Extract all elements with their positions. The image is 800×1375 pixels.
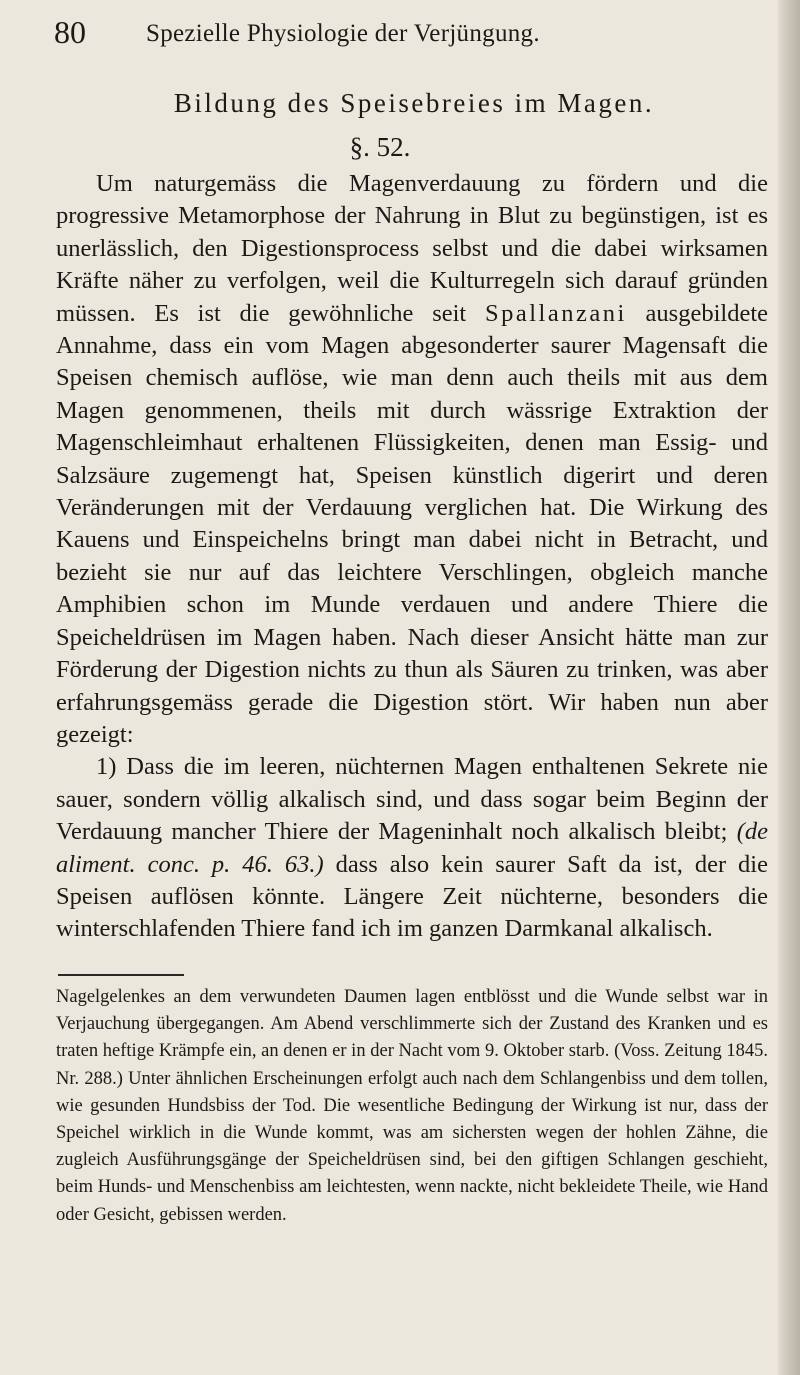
paragraph-1 (56, 168, 768, 751)
paragraph-1-text-a: Um naturgemäss die Magenverdauung zu fördern und die progressive Metamorphose der Nahrung in Blut zu begünstigen, ist es unerlässlich, den Digestionsprocess selbst und die dabei wirksamen Kräfte näher zu verfolgen, weil die Kulturregeln sich darauf gründen müssen. Es ist die gewöhnliche seit (56, 170, 768, 327)
author-name: Spallanzani (484, 299, 627, 327)
section-heading: Bildung des Speisebreies im Magen. (173, 88, 655, 118)
paragraph-2-text-b: dass also kein saurer Saft da ist, der die Speisen auflösen könnte. Längere Zeit nüchterne, besonders die winterschlafenden Thiere fand ich im ganzen Darmkanal alkalisch. (56, 850, 768, 943)
footnote (56, 984, 768, 1229)
page-number: 80 (54, 14, 86, 50)
footnote-divider (58, 974, 184, 976)
main-text (56, 168, 768, 946)
footnote-text: Nagelgelenkes an dem verwundeten Daumen lagen entblösst und die Wunde selbst war in Verjauchung übergegangen. Am Abend verschlimmerte sich der Zustand des Kranken und es traten heftige Krämpfe ein, an denen er in der Nacht vom 9. Oktober starb. (Voss. Zeitung 1845. Nr. 288.) Unter ähnlichen Erscheinungen erfolgt auch nach dem Schlangenbiss und dem tollen, wie gesunden Hundsbiss der Tod. Die wesentliche Bedingung der Wirkung ist nur, dass der Speichel wirklich in die Wunde kommt, was am sichersten wegen der hohlen Zähne, die zugleich Ausführungsgänge der Speicheldrüsen sind, bei den giftigen Schlangen geschieht, beim Hunds- und Menschenbiss am leichtesten, wenn nackte, nicht bekleidete Theile, wie Hand oder Gesicht, gebissen werden. (56, 987, 768, 1225)
page-header (54, 14, 754, 54)
paragraph-1-text-b: ausgebildete Annahme, dass ein vom Magen abgesonderter saurer Magensaft die Speisen chemisch auflöse, wie man denn auch theils mit aus dem Magen genommenen, theils mit durch wässrige Extraktion der Magenschleimhaut erhaltenen Flüssigkeiten, denen man Essig- und Salzsäure zugemengt hat, Speisen künstlich digerirt und deren Veränderungen mit der Verdauung verglichen hat. Die Wirkung des Kauens und Einspeichelns bringt man dabei nicht in Betracht, und bezieht sie nur auf das leichtere Verschlingen, obgleich manche Amphibien schon im Munde verdauen und andere Thiere die Speicheldrüsen im Magen haben. Nach dieser Ansicht hätte man zur Förderung der Digestion nichts zu thun als Säuren zu trinken, was aber erfahrungsgemäss gerade die Digestion stört. Wir haben nun aber gezeigt: (56, 299, 768, 748)
running-title: Spezielle Physiologie der Verjüngung. (146, 20, 540, 47)
section-number: §. 52. (349, 132, 411, 162)
paragraph-2-text-a: 1) Dass die im leeren, nüchternen Magen enthaltenen Sekrete nie sauer, sondern völlig alkalisch sind, und dass sogar beim Beginn der Verdauung mancher Thiere der Mageninhalt noch alkalisch bleibt; (56, 753, 768, 846)
citation: (de aliment. conc. p. 46. 63.) (56, 818, 768, 878)
page-gutter-shadow (778, 0, 800, 1375)
paragraph-2 (56, 751, 768, 945)
